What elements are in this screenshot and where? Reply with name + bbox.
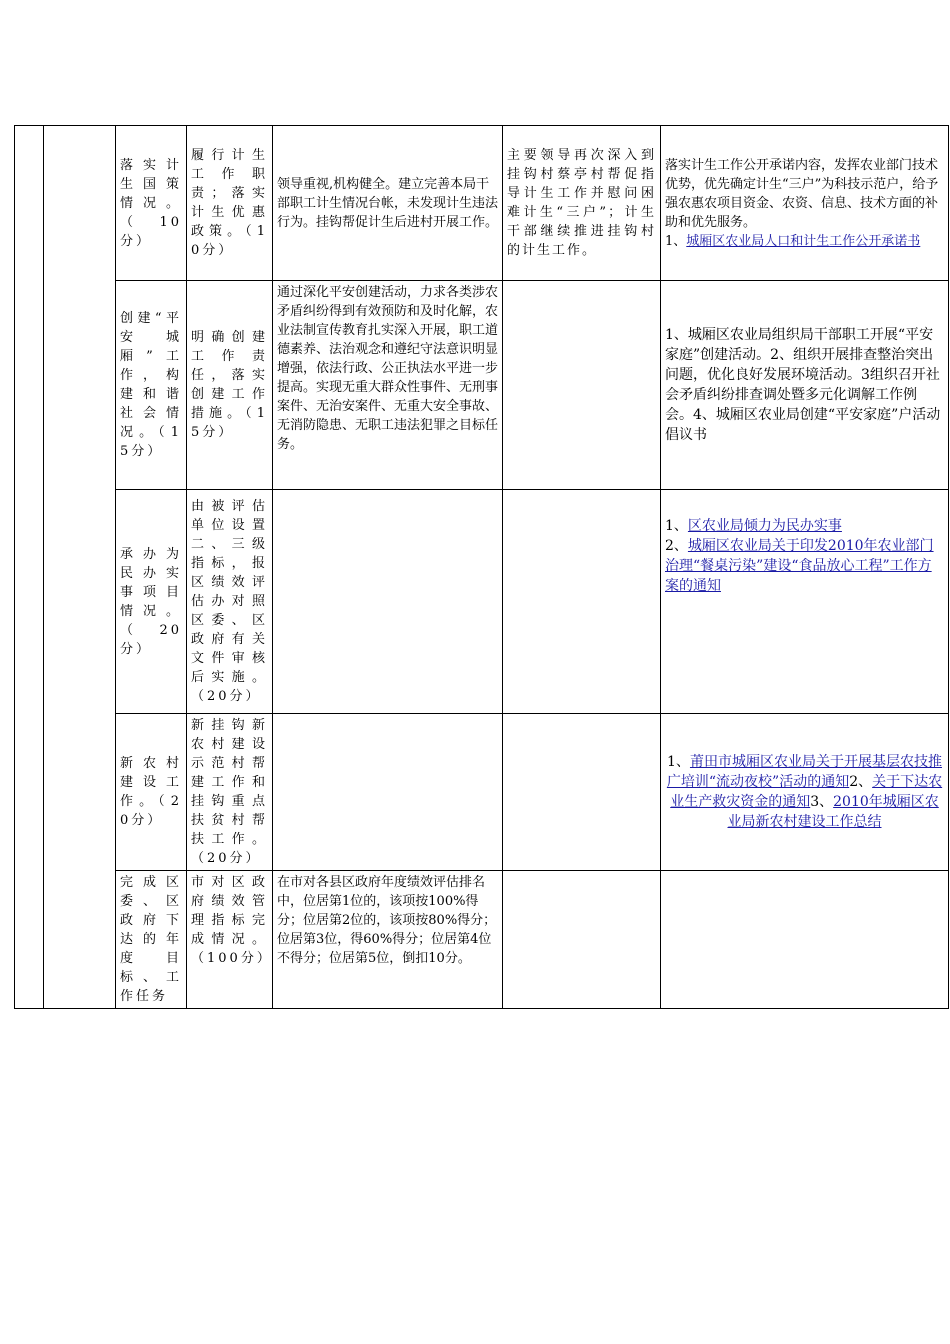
table-row (15, 281, 949, 490)
indicator-cell: 落实计生国策情况。（10分） (116, 126, 187, 281)
indicator-cell: 完成区委、区政府下达的年度目标、工作任务 (116, 871, 187, 1009)
evidence-link-number: 1、 (665, 233, 687, 249)
evidence-text: 落实计生工作公开承诺内容，发挥农业部门技术优势，优先确定计生“三户”为科技示范户，给予强农惠农项目资金、农资、信息、技术方面的补助和优先服务。 (665, 157, 939, 230)
evidence-link-number: 2、 (665, 538, 688, 554)
evidence-cell (661, 714, 949, 871)
evidence-link[interactable]: 城厢区农业局人口和计生工作公开承诺书 (686, 233, 921, 249)
evidence-link-number: 1、 (667, 754, 690, 770)
level1-column (15, 126, 44, 1009)
progress-cell (503, 281, 661, 490)
standard-cell: 领导重视,机构健全。建立完善本局干部职工计生情况台帐，未发现计生违法行为。挂钩帮促计生后进村开展工作。 (273, 126, 503, 281)
standard-cell: 通过深化平安创建活动，力求各类涉农矛盾纠纷得到有效预防和及时化解，农业法制宣传教育扎实深入开展，职工道德素养、法治观念和遵纪守法意识明显增强，依法行政、公正执法水平进一步提高。实现无重大群众性事件、无刑事案件、无治安案件、无重大安全事故、无消防隐患、无职工违法犯罪之目标任务。 (273, 281, 503, 490)
criteria-cell: 明确创建工作责任，落实创建工作措施。（15分） (187, 281, 273, 490)
table-row (15, 490, 949, 714)
evidence-cell (661, 490, 949, 714)
indicator-cell: 新农村建设工作。（20分） (116, 714, 187, 871)
evidence-link[interactable]: 区农业局倾力为民办实事 (687, 518, 842, 534)
table-row (15, 871, 949, 1009)
evidence-cell: 1、城厢区农业局组织局干部职工开展“平安家庭”创建活动。2、组织开展排查整治突出问题，优化良好发展环境活动。3组织召开社会矛盾纠纷排查调处暨多元化调解工作例会。4、城厢区农业局创建“平安家庭”户活动倡议书 (661, 281, 949, 490)
evidence-link-number: 3、 (810, 794, 834, 810)
evidence-link[interactable]: 莆田市城厢区农业局关于开展基层农技推广培训“流动夜校”活动的通知 (666, 754, 942, 790)
criteria-cell: 新挂钩新农村建设示范村帮建工作和挂钩重点扶贫村帮扶工作。（20分） (187, 714, 273, 871)
assessment-table (14, 125, 949, 1009)
evidence-link[interactable]: 城厢区农业局关于印发2010年农业部门治理“餐桌污染”建设“食品放心工程”工作方案的通知 (665, 538, 934, 594)
evidence-link[interactable]: 2010年城厢区农业局新农村建设工作总结 (727, 794, 939, 830)
criteria-cell: 履行计生工作职责；落实计生优惠政策。（10分） (187, 126, 273, 281)
progress-cell (503, 871, 661, 1009)
table-row (15, 714, 949, 871)
evidence-cell (661, 871, 949, 1009)
evidence-link-number: 2、 (849, 774, 873, 790)
evidence-item (665, 516, 944, 536)
progress-cell (503, 714, 661, 871)
evidence-cell (661, 126, 949, 281)
evidence-link-number: 1、 (665, 518, 688, 534)
criteria-cell: 由被评估单位设置二、三级指标，报区绩效评估办对照区委、区政府有关文件审核后实施。（20分） (187, 490, 273, 714)
standard-cell (273, 714, 503, 871)
standard-cell (273, 490, 503, 714)
evidence-link[interactable]: 关于下达农业生产救灾资金的通知 (670, 774, 943, 810)
progress-cell: 主要领导再次深入到挂钩村蔡亭村帮促指导计生工作并慰问困难计生“三户”；计生干部继续推进挂钩村的计生工作。 (503, 126, 661, 281)
indicator-cell: 创建“平安城厢”工作，构建和谐社会情况。（15分） (116, 281, 187, 490)
progress-cell (503, 490, 661, 714)
table-row (15, 126, 949, 281)
evidence-item (665, 536, 944, 596)
standard-cell: 在市对各县区政府年度绩效评估排名中，位居第1位的，该项按100%得分；位居第2位的，该项按80%得分；位居第3位，得60%得分；位居第4位不得分；位居第5位，倒扣10分。 (273, 871, 503, 1009)
indicator-cell: 承办为民办实事项目情况。（20分） (116, 490, 187, 714)
level2-column (44, 126, 116, 1009)
criteria-cell: 市对区政府绩效管理指标完成情况。（100分） (187, 871, 273, 1009)
